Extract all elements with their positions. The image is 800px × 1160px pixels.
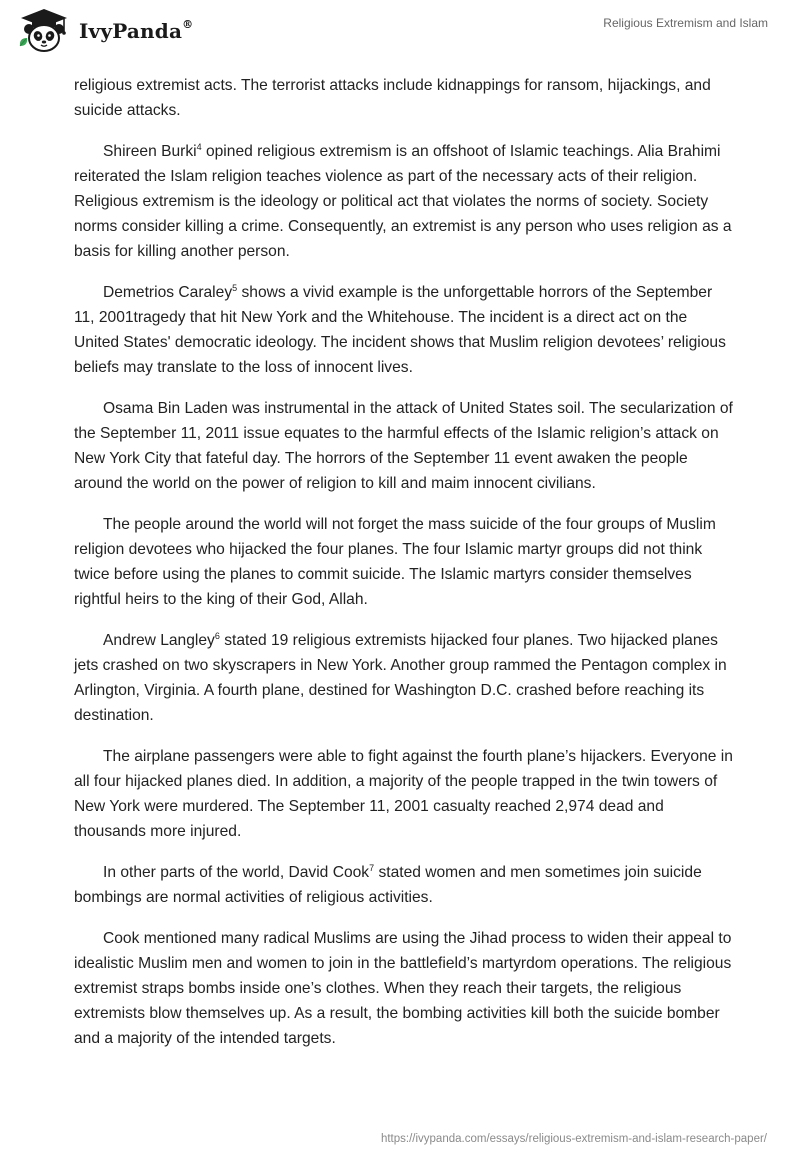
ivypanda-logo[interactable] bbox=[17, 8, 193, 54]
source-url-link[interactable]: https://ivypanda.com/essays/religious-extremism-and-islam-research-paper/ bbox=[380, 1133, 767, 1145]
footnote-ref[interactable]: 7 bbox=[369, 862, 375, 873]
brand-name: IvyPanda® bbox=[79, 18, 194, 43]
paragraph: Osama Bin Laden was instrumental in the attack of United States soil. The secularization of the September 11, 2011 issue equates to the harmful effects of the Islamic religion’s attack on New York City that fateful day. The horrors of the September 11 event awaken the people around the world on the power of religion to kill and maim innocent civilians. bbox=[74, 400, 733, 492]
page-header bbox=[0, 0, 800, 70]
paragraph: Andrew Langley$^6$ stated 19 religious extremists hijacked four planes. Two hijacked planes jets crashed on two skyscrapers in New York. Another group rammed the Pentagon complex in Arlington, Virginia. A fourth plane, destined for Washington D.C. crashed before reaching its destination. bbox=[74, 630, 727, 724]
paragraph: Demetrios Caraley$^5$ shows a vivid example is the unforgettable horrors of the September 11, 2001tragedy that hit New York and the Whitehouse. The incident is a direct act on the United States' democratic ideology. The incident shows that Muslim religion devotees’ religious beliefs may translate to the loss of innocent lives. bbox=[74, 282, 726, 376]
panda-graduate-icon bbox=[17, 8, 71, 54]
paragraph: Cook mentioned many radical Muslims are using the Jihad process to widen their appeal to idealistic Muslim men and women to join in the battlefield’s martyrdom operations. The religious extremist straps bombs inside one’s clothes. When they reach their targets, the religious extremists blow themselves up. As a result, the bombing activities kill both the suicide bomber and a majority of the intended targets. bbox=[74, 930, 732, 1047]
footnote-ref[interactable]: 5 bbox=[232, 282, 238, 293]
paragraph: Shireen Burki$^4$ opined religious extremism is an offshoot of Islamic teachings. Alia Brahimi reiterated the Islam religion teaches violence as part of the necessary acts of their religion. Religious extremism is the ideology or political act that violates the norms of society. Society norms consider killing a crime. Consequently, an extremist is any person who uses religion as a basis for killing another person. bbox=[74, 141, 732, 260]
essay-body bbox=[74, 73, 734, 1067]
paragraph: The people around the world will not forget the mass suicide of the four groups of Muslim religion devotees who hijacked the four planes. The four Islamic martyr groups did not think twice before using the planes to commit suicide. The Islamic martyrs consider themselves rightful heirs to the king of their God, Allah. bbox=[74, 516, 716, 608]
footnote-ref[interactable]: 6 bbox=[214, 630, 220, 641]
footnote-ref[interactable]: 4 bbox=[196, 141, 202, 152]
paragraph: In other parts of the world, David Cook$^7$ stated women and men sometimes join suicide bombings are normal activities of religious activities. bbox=[74, 862, 702, 906]
paragraph: religious extremist acts. The terrorist attacks include kidnappings for ransom, hijackings, and suicide attacks. bbox=[74, 77, 711, 119]
paragraph: The airplane passengers were able to fight against the fourth plane’s hijackers. Everyone in all four hijacked planes died. In addition, a majority of the people trapped in the twin towers of New York were murdered. The September 11, 2001 casualty reached 2,974 dead and thousands more injured. bbox=[74, 748, 733, 840]
running-title: Religious Extremism and Islam bbox=[603, 16, 768, 30]
